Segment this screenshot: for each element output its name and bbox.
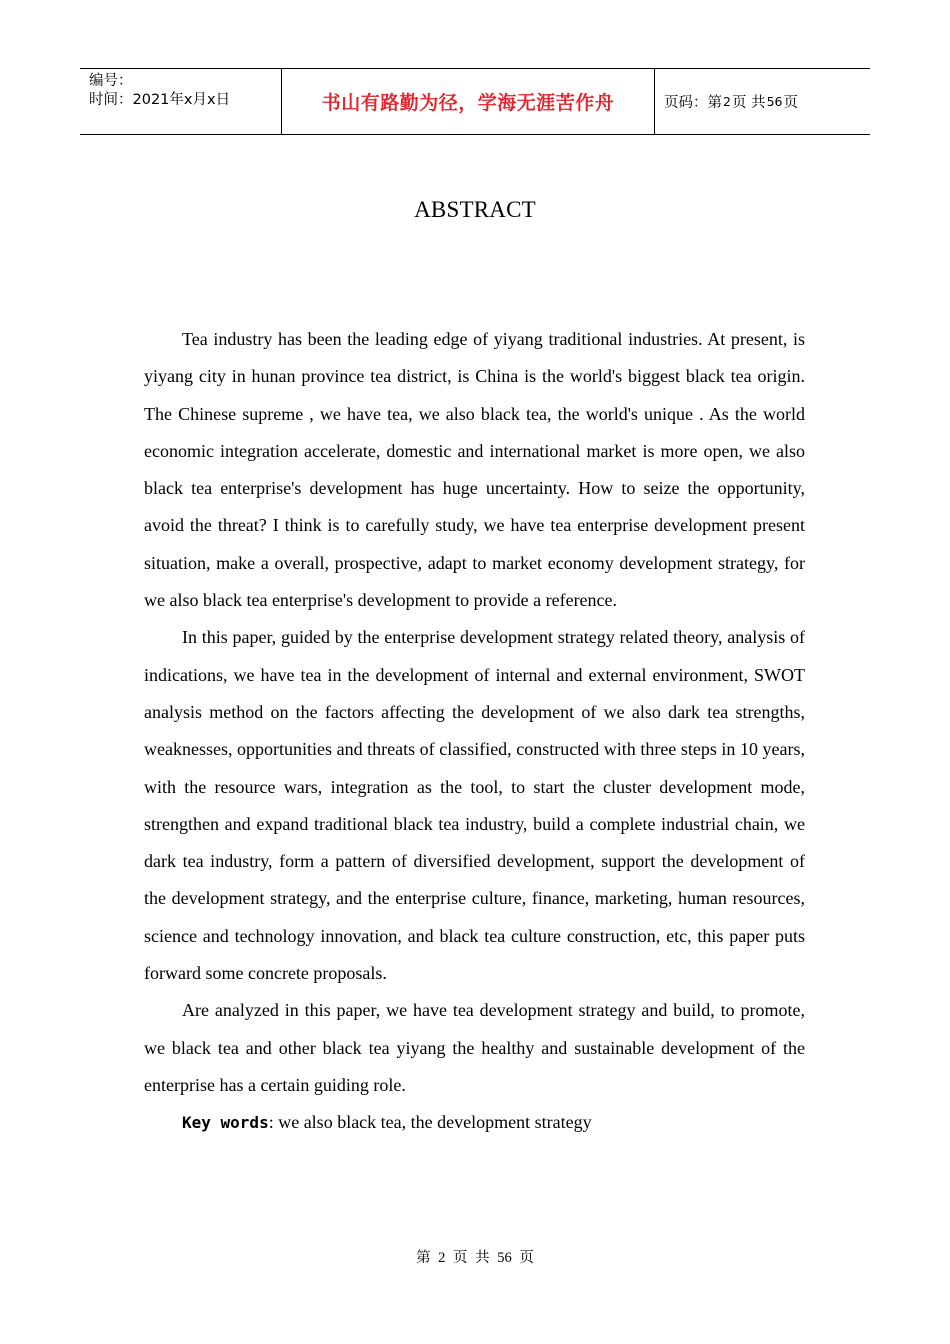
document-body [144, 321, 805, 1142]
document-title: ABSTRACT [414, 197, 536, 222]
page-footer: 第 2 页 共 56 页 [416, 1250, 534, 1266]
page-suffix: 页 [783, 95, 798, 111]
paragraph: Are analyzed in this paper, we have tea development strategy and build, to promote, we black tea and other black tea yiyang the healthy and sustainable development of the enterprise has a certain guiding role. [144, 1000, 805, 1095]
keywords-label: Key words [182, 1113, 269, 1133]
header-motto: 书山有路勤为径，学海无涯苦作舟 [282, 69, 655, 134]
time-value: 2021年x月x日 [132, 92, 231, 108]
paragraph: In this paper, guided by the enterprise development strategy related theory, analysis of indications, we have tea in the development of internal and external environment, SWOT analysis method on the factors affecting the development of we also dark tea strengths, weaknesses, opportunities and threats of classified, constructed with three steps in 10 years, with the resource wars, integration as the tool, to start the cluster development mode, strengthen and expand traditional black tea industry, build a complete industrial chain, we dark tea industry, form a pattern of diversified development, support the development of the development strategy, and the enterprise culture, finance, marketing, human resources, science and technology innovation, and black tea culture construction, etc, this paper puts forward some concrete proposals. [144, 627, 805, 984]
time-label: 时间： [89, 92, 133, 108]
page-current: 2 [723, 94, 731, 109]
serial-label: 编号： [89, 73, 133, 89]
header-meta-cell [80, 69, 282, 134]
paragraph: Tea industry has been the leading edge of yiyang traditional industries. At present, is yiyang city in hunan province tea district, is China is the world's biggest black tea origin. The Chinese supreme , we have tea, we also black tea, the world's unique . As the world economic integration accelerate, domestic and international market is more open, we also black tea enterprise's development has huge uncertainty. How to seize the opportunity, avoid the threat? I think is to carefully study, we have tea enterprise development present situation, make a overall, prospective, adapt to market economy development strategy, for we also black tea enterprise's development to provide a reference. [144, 329, 805, 611]
page-prefix: 页码：第 [664, 95, 722, 111]
keywords-line [144, 1104, 805, 1141]
page-total: 56 [766, 94, 783, 109]
header-page-info [655, 69, 870, 134]
page-header [80, 68, 870, 135]
page-middle: 页 共 [731, 95, 766, 111]
date-line [89, 91, 281, 110]
keywords-text: : we also black tea, the development strategy [268, 1112, 592, 1133]
